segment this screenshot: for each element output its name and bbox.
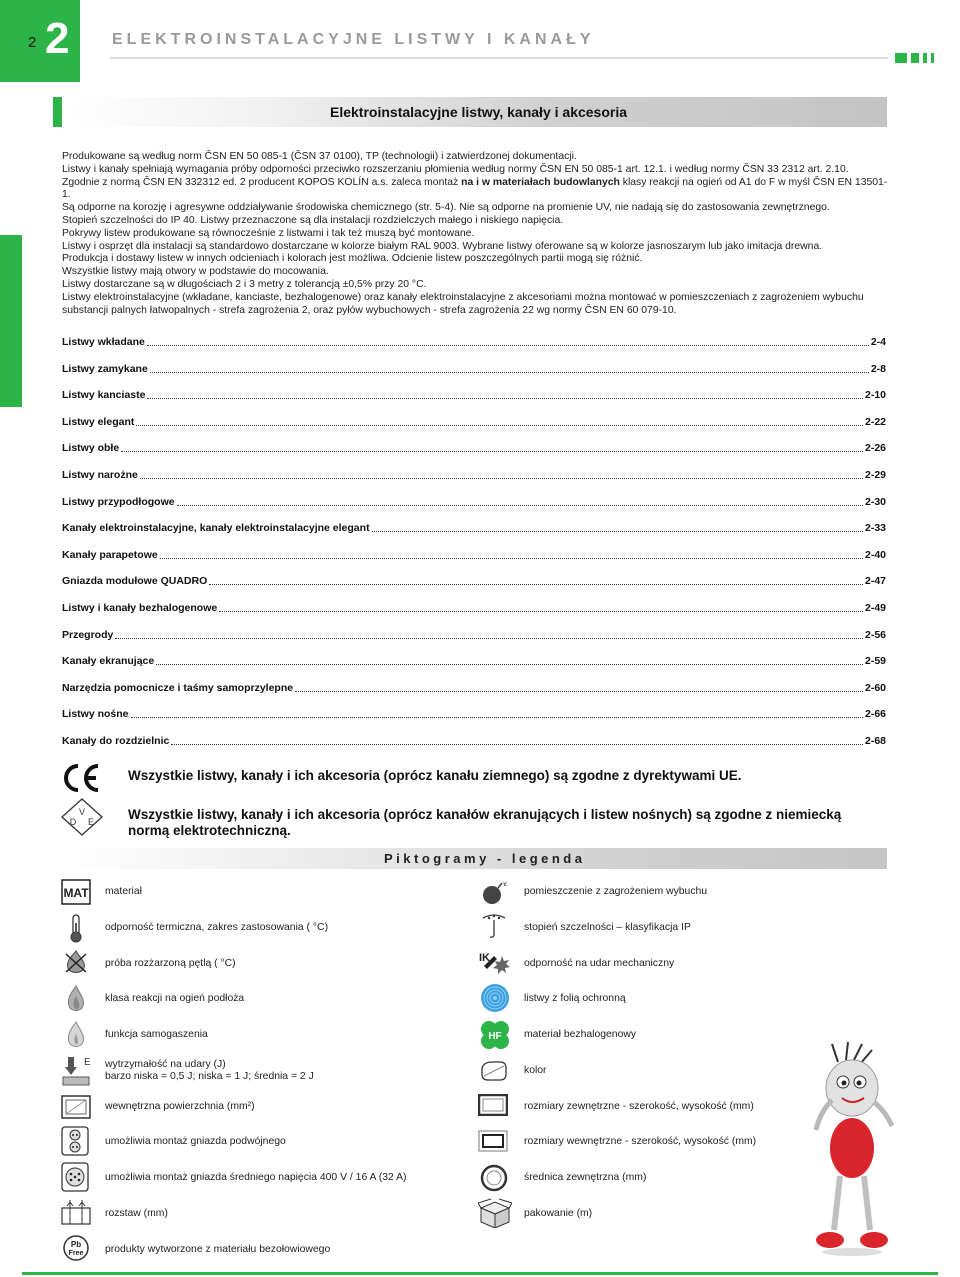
legend-label: rozstaw (mm) [105, 1208, 168, 1219]
toc-entry[interactable]: Narzędzia pomocnicze i taśmy samoprzylepne 2-60 [62, 681, 886, 694]
ip-rating-icon [481, 912, 507, 942]
toc-entry[interactable]: Listwy obłe 2-26 [62, 442, 886, 455]
toc-entry[interactable]: Listwy elegant 2-22 [62, 415, 886, 428]
legend-label: barzo niska = 0,5 J; niska = 1 J; średnia = 2 J [105, 1071, 314, 1082]
vde-statement: Wszystkie listwy, kanały i ich akcesoria (oprócz kanałów ekranujących i listew nośnych) są zgodne z niemiecką normą elektrotechniczną. [128, 807, 842, 838]
double-socket-icon [61, 1126, 89, 1156]
mascot-illustration [808, 1040, 898, 1260]
legend-label: wytrzymałość na udary (J) [105, 1059, 226, 1070]
intro-paragraph: Wszystkie listwy mają otwory w podstawie do mocowania. [62, 266, 329, 278]
outer-diameter-icon [480, 1164, 508, 1192]
svg-text:Pb: Pb [70, 1240, 82, 1249]
flame-icon [64, 984, 88, 1014]
toc-entry[interactable]: Listwy wkładane 2-4 [62, 336, 886, 348]
legend-label: odporność termiczna, zakres zastosowania ( °C) [105, 922, 329, 933]
legend-label: pomieszczenie z zagrożeniem wybuchu [524, 886, 708, 897]
legend-label: stopień szczelności – klasyfikacja IP [524, 922, 691, 933]
legend-label: klasa reakcji na ogień podłoża [105, 993, 245, 1004]
legend-label: pakowanie (m) [524, 1208, 593, 1219]
toc-entry[interactable]: Kanały ekranujące 2-59 [62, 655, 886, 668]
legend-label: produkty wytworzone z materiału bezołowiowego [105, 1244, 331, 1255]
chapter-title: ELEKTROINSTALACYJNE LISTWY I KANAŁY [112, 31, 595, 48]
halogen-free-icon [480, 1020, 510, 1050]
legend-label: umożliwia montaż gniazda podwójnego [105, 1136, 286, 1147]
socket-400v-icon [61, 1162, 89, 1192]
legend-label: rozmiary wewnętrzne - szerokość, wysokość (mm) [524, 1136, 757, 1147]
legend-label: wewnętrzna powierzchnia (mm²) [105, 1101, 255, 1112]
svg-text:D: D [69, 817, 77, 827]
thermometer-icon [64, 913, 88, 943]
color-icon [480, 1060, 508, 1082]
header-green-block [0, 0, 80, 82]
toc-entry[interactable]: Kanały parapetowe 2-40 [62, 548, 886, 561]
glow-wire-icon [62, 948, 90, 976]
legend-label: materiał bezhalogenowy [524, 1029, 637, 1040]
intro-paragraph: Pokrywy listew produkowane są równocześnie z listwami i tak też muszą być montowane. [62, 227, 475, 239]
legend-label: średnica zewnętrzna (mm) [524, 1172, 647, 1183]
header-square [931, 53, 934, 63]
intro-paragraph: Stopień szczelności do IP 40. Listwy przeznaczone są dla instalacji rozdzielczych małego i niskiego napięcia. [62, 214, 564, 226]
svg-text:IK: IK [479, 952, 490, 964]
toc-entry[interactable]: Przegrody 2-56 [62, 628, 886, 641]
section-title: Elektroinstalacyjne listwy, kanały i akcesoria [330, 104, 628, 120]
toc-entry[interactable]: Listwy zamykane 2-8 [62, 362, 886, 375]
impact-weight-icon [62, 1055, 92, 1089]
toc-entry[interactable]: Listwy i kanały bezhalogenowe 2-49 [62, 602, 886, 614]
legend-label: rozmiary zewnętrzne - szerokość, wysokość (mm) [524, 1101, 754, 1112]
svg-text:Free: Free [68, 1250, 84, 1257]
toc-entry[interactable]: Listwy narożne 2-29 [62, 469, 886, 481]
intro-text [62, 151, 888, 317]
self-extinguishing-icon [63, 1020, 89, 1050]
toc-entry[interactable]: Kanały do rozdzielnic 2-68 [62, 735, 886, 747]
intro-paragraph: Produkcja i dostawy listew w innych odcieniach i kolorach jest możliwa. Odcienie listew poszczególnych partii mogą się różnić. [62, 253, 643, 265]
header-square [923, 53, 927, 63]
toc-entry[interactable]: Listwy przypodłogowe 2-30 [62, 495, 886, 508]
intro-paragraph: Produkowane są według norm ČSN EN 50 085-1 (ČSN 37 0100), TP (technologii) i zatwierdzonej dokumentacji. [62, 151, 577, 162]
legend-label: listwy z folią ochronną [524, 993, 626, 1004]
legend-label: odporność na udar mechaniczny [524, 958, 675, 969]
outer-dimensions-icon [478, 1094, 508, 1116]
side-tab [0, 235, 22, 407]
lead-free-icon [62, 1234, 90, 1262]
legend-title: Piktogramy - legenda [384, 851, 586, 866]
svg-text:E: E [87, 817, 95, 827]
footer-bar [22, 1272, 938, 1275]
vde-mark-icon [60, 797, 104, 837]
header-rule [110, 57, 888, 59]
packaging-icon [478, 1198, 512, 1228]
intro-paragraph: Listwy i kanały spełniają wymagania próby odporności przeciwko rozszerzaniu płomienia według normy ČSN EN 50 085-1 art. 12.1. i według normy ČSN 33 2312 art. 2.10. Zgodnie z normą ČSN EN 332312 ed. 2 producent KOPOS KOLÍN a.s. zaleca montaż na i w materiałach budowlanych klasy reakcji na ogień od A1 do F w myśl ČSN EN 13501-1. [62, 163, 888, 201]
header-square [911, 53, 919, 63]
ik-impact-icon [478, 948, 512, 978]
svg-text:E: E [84, 1057, 91, 1068]
intro-paragraph: Listwy i osprzęt dla instalacji są standardowo dostarczane w kolorze białym RAL 9003. Wybrane listwy oferowane są w kolorze jasnoszarym lub jako imitacja drewna. [62, 240, 823, 252]
toc-entry[interactable]: Kanały elektroinstalacyjne, kanały elektroinstalacyjne elegant 2-33 [62, 522, 886, 535]
svg-text:MAT: MAT [63, 886, 89, 900]
svg-text:HF: HF [488, 1031, 502, 1042]
ce-mark-icon [60, 762, 102, 794]
intro-paragraph: Są odporne na korozję i agresywne oddziaływanie środowiska chemicznego (str. 5-4). Nie są odporne na promienie UV, nie nadają się do zastosowania zewnętrznego. [62, 202, 830, 214]
legend-label: materiał [105, 886, 142, 897]
toc-entry[interactable]: Listwy nośne 2-66 [62, 708, 886, 721]
legend-label: kolor [524, 1065, 547, 1076]
toc-entry[interactable]: Listwy kanciaste 2-10 [62, 389, 886, 402]
section-band-marker [53, 97, 62, 127]
cross-section-icon [61, 1095, 91, 1119]
material-icon [61, 879, 91, 905]
inner-dimensions-icon [478, 1130, 508, 1152]
spacing-icon [61, 1198, 91, 1226]
legend-label: umożliwia montaż gniazda średniego napięcia 400 V / 16 A (32 A) [105, 1172, 407, 1183]
explosion-hazard-icon [479, 878, 509, 906]
intro-paragraph: Listwy elektroinstalacyjne (wkładane, kanciaste, bezhalogenowe) oraz kanały elektroinstalacyjne z akcesoriami można montować w pomieszczeniach z zagrożeniem wybuchu substancji palnych łatwopalnych - strefa zagrożenia 2, oraz pyłów wybuchowych - strefa zagrożenia 22 wg normy ČSN EN 60 079-10. [62, 291, 864, 316]
protective-foil-icon [480, 983, 510, 1013]
ce-statement: Wszystkie listwy, kanały i ich akcesoria (oprócz kanału ziemnego) są zgodne z dyrektywami UE. [128, 768, 742, 783]
intro-paragraph: Listwy dostarczane są w długościach 2 i 3 metry z tolerancją ±0,5% przy 20 °C. [62, 278, 427, 290]
page-number: 2 [28, 34, 37, 51]
legend-label: funkcja samogaszenia [105, 1029, 208, 1040]
chapter-number: 2 [45, 14, 68, 63]
svg-text:V: V [78, 807, 86, 817]
header-square [895, 53, 907, 63]
legend-label: próba rozżarzoną pętlą ( °C) [105, 958, 236, 969]
toc-entry[interactable]: Gniazda modułowe QUADRO 2-47 [62, 575, 886, 588]
